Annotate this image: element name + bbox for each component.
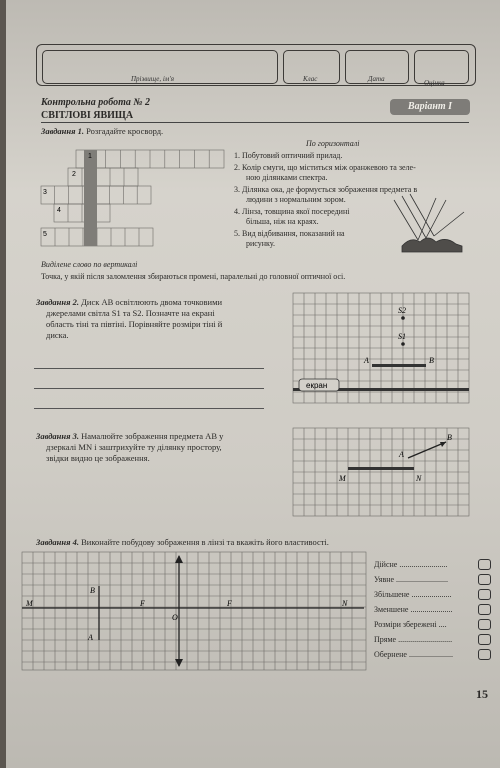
property-reduced: Зменшене ..................... — [374, 605, 453, 614]
task2-line3: область тіні та півтіні. Порівняйте розміри тіні й — [46, 319, 223, 329]
checkbox-upright[interactable] — [478, 634, 491, 645]
checkbox-inverted[interactable] — [478, 649, 491, 660]
crossword-number-2: 2 — [72, 171, 76, 178]
clue-3-cont: людини з нормальним зором. — [246, 195, 346, 204]
label-n: N — [342, 599, 348, 608]
crossword-number-4: 4 — [57, 207, 61, 214]
task3-line2: дзеркалі MN і заштрихуйте ту ділянку простору, — [46, 442, 222, 452]
label-a: A — [399, 450, 404, 459]
task3-line3: звідки видно це зображення. — [46, 453, 150, 463]
label-s1: S1 — [398, 332, 406, 341]
checkbox-reduced[interactable] — [478, 604, 491, 615]
clue-1: 1. Побутовий оптичний прилад. — [234, 151, 343, 160]
vertical-word-title: Виділене слово по вертикалі — [41, 260, 138, 269]
crossword-number-3: 3 — [43, 189, 47, 196]
class-label: Клас — [303, 75, 318, 83]
label-a: A — [364, 356, 369, 365]
label-a: A — [88, 633, 93, 642]
label-m: M — [339, 474, 346, 483]
label-f-right: F — [227, 599, 232, 608]
crossword-number-5: 5 — [43, 231, 47, 238]
task4-text: Виконайте побудову зображення в лінзі та вкажіть його властивості. — [81, 537, 329, 547]
clue-2-cont: ною ділянками спектра. — [246, 173, 328, 182]
vertical-word-clue: Точка, у якій після заломлення збираються промені, паралельні до головної оптичної осі. — [41, 272, 346, 281]
label-n: N — [416, 474, 422, 483]
checkbox-real[interactable] — [478, 559, 491, 570]
task2-line4: диска. — [46, 330, 69, 340]
label-m: M — [26, 599, 33, 608]
task2-heading: Завдання 2. — [36, 297, 79, 307]
page-number: 15 — [476, 687, 488, 701]
label-f-left: F — [140, 599, 145, 608]
clue-3: 3. Ділянка ока, де формується зображення предмета в — [234, 185, 418, 194]
property-same-size: Розміри збережені .... — [374, 620, 447, 629]
clue-5-cont: рисунку. — [246, 239, 275, 248]
crossword-number-1: 1 — [88, 153, 92, 160]
variant-badge: Варіант І — [390, 99, 470, 115]
clue-2: 2. Колір смуги, що міститься між оранжевою та зеле- — [234, 163, 416, 172]
clue-4: 4. Лінза, товщина якої посередині — [234, 207, 350, 216]
name-label: Прізвище, ім'я — [131, 75, 174, 83]
clue-4-cont: більша, ніж на краях. — [246, 217, 319, 226]
property-real: Дійсне ........................ — [374, 560, 448, 569]
clue-5: 5. Вид відбивання, показаний на — [234, 229, 345, 238]
property-virtual: Уявне .......................... — [374, 575, 449, 584]
property-enlarged: Збільшене .................... — [374, 590, 452, 599]
task3-heading: Завдання 3. — [36, 431, 79, 441]
label-b: B — [429, 356, 434, 365]
grade-label: Оцінка — [424, 79, 445, 87]
property-upright: Пряме ........................... — [374, 635, 453, 644]
screen-label: екран — [306, 381, 328, 390]
task4-heading: Завдання 4. — [36, 537, 79, 547]
checkbox-virtual[interactable] — [478, 574, 491, 585]
task2-line2: джерелами світла S1 та S2. Позначте на екрані — [46, 308, 215, 318]
task1-heading: Завдання 1. — [41, 126, 84, 136]
label-o: O — [172, 613, 178, 622]
checkbox-same-size[interactable] — [478, 619, 491, 630]
test-title: Контрольна робота № 2 — [41, 97, 151, 108]
property-inverted: Обернене ...................... — [374, 650, 453, 659]
task1-text: Розгадайте кросворд. — [86, 126, 164, 136]
checkbox-enlarged[interactable] — [478, 589, 491, 600]
label-b: B — [90, 586, 95, 595]
horizontal-clues-title: По горизонталі — [306, 139, 360, 148]
task2-line1: Диск AB освітлюють двома точковими — [81, 297, 223, 307]
topic-title: СВІТЛОВІ ЯВИЩА — [41, 110, 134, 121]
task4-grid[interactable] — [22, 552, 366, 670]
label-b: B — [447, 433, 452, 442]
label-s2: S2 — [398, 306, 406, 315]
worksheet-page — [6, 0, 500, 768]
date-label: Дата — [368, 75, 385, 83]
task3-line1: Намалюйте зображення предмета AB у — [81, 431, 224, 441]
